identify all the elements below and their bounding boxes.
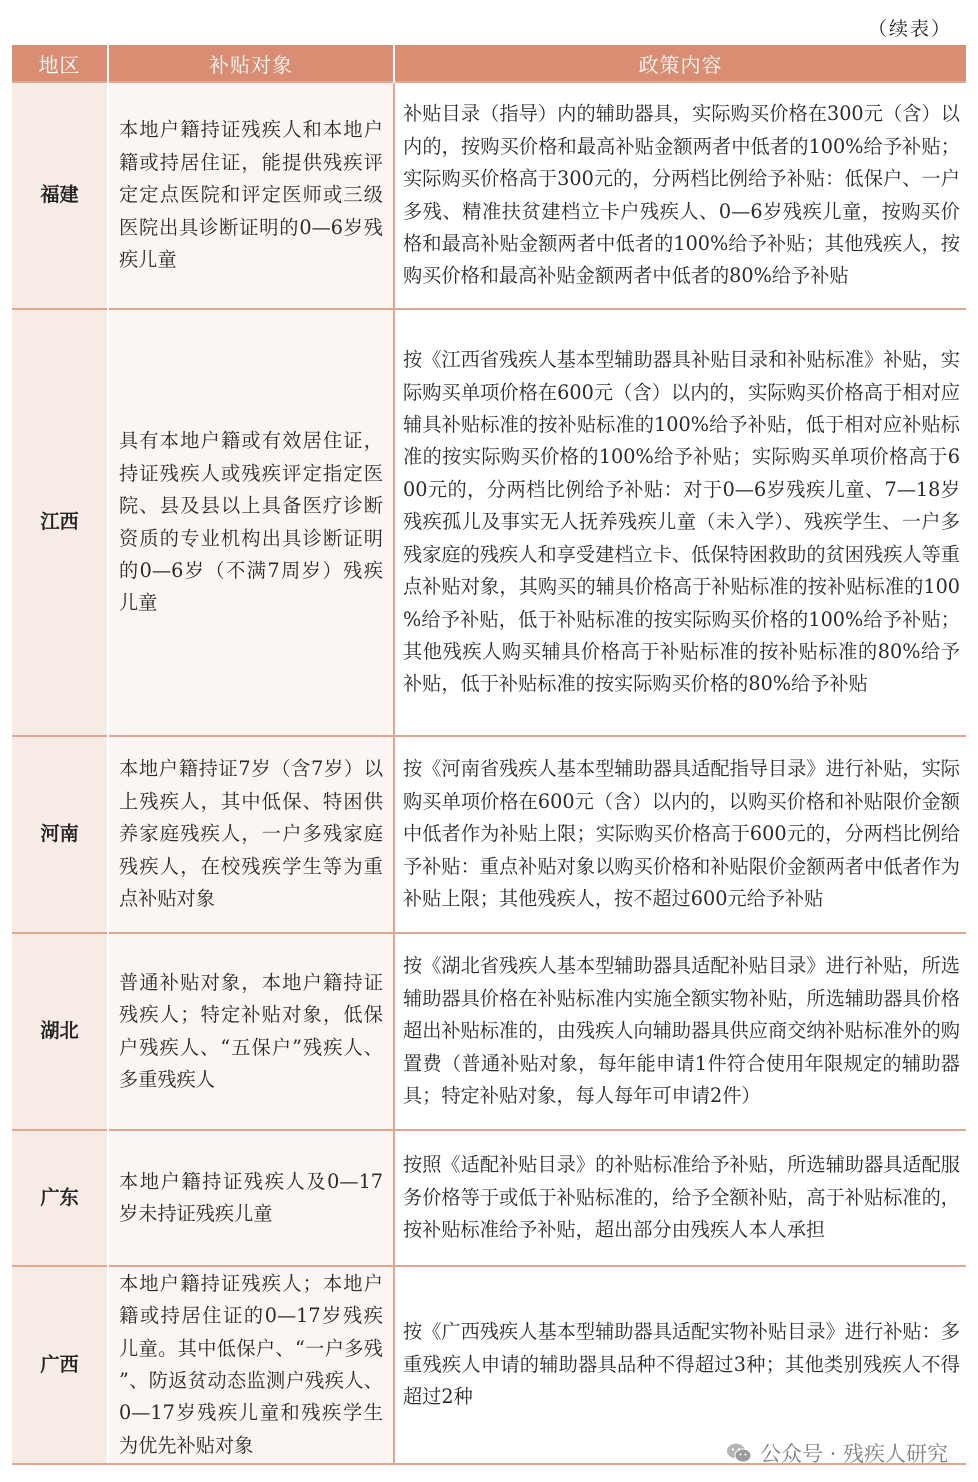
content-text: 按《广西残疾人基本型辅助器具适配实物补贴目录》进行补贴：多重残疾人申请的辅助器具品种不得超过3种；其他类别残疾人不得超过2种 xyxy=(403,1320,960,1409)
target-text: 普通补贴对象，本地户籍持证残疾人；特定补贴对象，低保户残疾人、“五保户”残疾人、多重残疾人 xyxy=(119,970,383,1091)
target-text: 本地户籍持证残疾人及0—17岁未持证残疾儿童 xyxy=(119,1169,383,1225)
region-cell: 湖北 xyxy=(12,933,108,1130)
target-cell xyxy=(108,1266,394,1464)
target-cell xyxy=(108,1130,394,1266)
target-text: 本地户籍持证7岁（含7岁）以上残疾人，其中低保、特困供养家庭残疾人，一户多残家庭残疾人，在校残疾学生等为重点补贴对象 xyxy=(119,757,383,911)
target-cell xyxy=(108,82,394,309)
content-text: 按《江西省残疾人基本型辅助器具补贴目录和补贴标准》补贴，实际购买单项价格在600元（含）以内的，实际购买价格高于相对应辅具补贴标准的按补贴标准的100%给予补贴，低于相对应补贴标准的按实际购买价格的100%给予补贴；实际购买单项价格高于600元的，分两档比例给予补贴：对于0—6岁残疾儿童、7—18岁残疾孤儿及事实无人抚养残疾儿童（未入学）、残疾学生、一户多残家庭的残疾人和享受建档立卡、低保特困救助的贫困残疾人等重点补贴对象，其购买的辅具价格高于补贴标准的按补贴标准的100%给予补贴，低于补贴标准的按实际购买价格的100%给予补贴；其他残疾人购买辅具价格高于补贴标准的按补贴标准的80%给予补贴，低于补贴标准的按实际购买价格的80%给予补贴 xyxy=(403,348,960,696)
table-row xyxy=(12,933,966,1130)
content-cell xyxy=(394,1266,966,1464)
header-region: 地区 xyxy=(12,45,108,82)
table-row xyxy=(12,309,966,736)
region-cell: 福建 xyxy=(12,82,108,309)
content-cell xyxy=(394,933,966,1130)
watermark-text: 公众号 · 残疾人研究 xyxy=(759,1442,948,1466)
table-header-row xyxy=(12,45,966,82)
table-row xyxy=(12,736,966,933)
content-cell xyxy=(394,736,966,933)
policy-table xyxy=(12,45,966,1465)
content-cell xyxy=(394,82,966,309)
table-row xyxy=(12,82,966,309)
target-text: 具有本地户籍或有效居住证，持证残疾人或残疾评定指定医院、县及县以上具备医疗诊断资质的专业机构出具诊断证明的0—6岁（不满7周岁）残疾儿童 xyxy=(119,429,383,615)
header-content: 政策内容 xyxy=(394,45,966,82)
content-cell xyxy=(394,1130,966,1266)
region-cell: 河南 xyxy=(12,736,108,933)
target-text: 本地户籍持证残疾人；本地户籍或持居住证的0—17岁残疾儿童。其中低保户、“一户多残”、防返贫动态监测户残疾人、0—17岁残疾儿童和残疾学生为优先补贴对象 xyxy=(119,1271,383,1457)
watermark xyxy=(726,1438,948,1468)
table-row xyxy=(12,1266,966,1464)
region-cell: 江西 xyxy=(12,309,108,736)
table-row xyxy=(12,1130,966,1266)
continued-label: （续表） xyxy=(867,18,952,40)
target-cell xyxy=(108,736,394,933)
content-text: 按《湖北省残疾人基本型辅助器具适配补贴目录》进行补贴，所选辅助器具价格在补贴标准内实施全额实物补贴，所选辅助器具价格超出补贴标准的，由残疾人向辅助器具供应商交纳补贴标准外的购置费（普通补贴对象，每年能申请1件符合使用年限规定的辅助器具；特定补贴对象，每人每年可申请2件） xyxy=(403,954,960,1108)
content-text: 补贴目录（指导）内的辅助器具，实际购买价格在300元（含）以内的，按购买价格和最高补贴金额两者中低者的100%给予补贴；实际购买价格高于300元的，分两档比例给予补贴：低保户、一户多残、精准扶贫建档立卡户残疾人、0—6岁残疾儿童，按购买价格和最高补贴金额两者中低者的100%给予补贴；其他残疾人，按购买价格和最高补贴金额两者中低者的80%给予补贴 xyxy=(403,102,960,288)
target-cell xyxy=(108,933,394,1130)
header-target: 补贴对象 xyxy=(108,45,394,82)
content-text: 按照《适配补贴目录》的补贴标准给予补贴，所选辅助器具适配服务价格等于或低于补贴标准的，给予全额补贴，高于补贴标准的，按补贴标准给予补贴，超出部分由残疾人本人承担 xyxy=(403,1153,960,1242)
target-text: 本地户籍持证残疾人和本地户籍或持居住证，能提供残疾评定定点医院和评定医师或三级医院出具诊断证明的0—6岁残疾儿童 xyxy=(119,118,383,272)
region-cell: 广东 xyxy=(12,1130,108,1266)
content-text: 按《河南省残疾人基本型辅助器具适配指导目录》进行补贴，实际购买单项价格在600元（含）以内的，以购买价格和补贴限价金额中低者作为补贴上限；实际购买价格高于600元的，分两档比例给予补贴：重点补贴对象以购买价格和补贴限价金额两者中低者作为补贴上限；其他残疾人，按不超过600元给予补贴 xyxy=(403,757,960,911)
content-cell xyxy=(394,309,966,736)
wechat-icon xyxy=(726,1442,752,1464)
target-cell xyxy=(108,309,394,736)
region-cell: 广西 xyxy=(12,1266,108,1464)
